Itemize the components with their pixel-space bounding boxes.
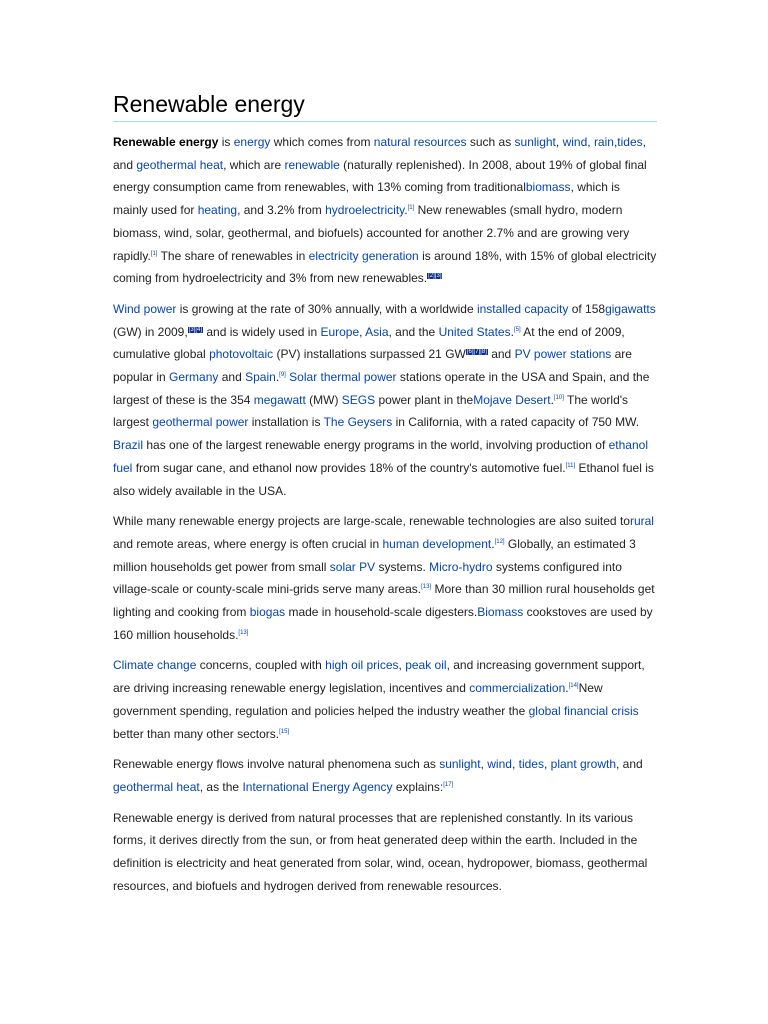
wiki-link[interactable]: Wind power bbox=[113, 301, 177, 316]
page-title: Renewable energy bbox=[113, 88, 657, 122]
wiki-link[interactable]: sunlight bbox=[514, 135, 556, 149]
citation-ref[interactable] bbox=[466, 349, 488, 355]
wiki-link[interactable]: high oil prices bbox=[325, 658, 399, 673]
wiki-link[interactable]: plant growth bbox=[550, 757, 617, 772]
paragraph: While many renewable energy projects are large-scale, renewable technologies are also suited torural and remote areas, where energy is often crucial in human development.[12] Globally, an estimated 3 million households get power from small solar PV systems. Micro-hydro systems configured into village-scale or county-scale mini-grids serve many areas.[13] More than 30 million rural households get lighting and cooking from biogas made in household-scale digesters.Biomass cookstoves are used by 160 million households.[13] bbox=[113, 514, 655, 642]
wiki-link[interactable]: Climate change bbox=[113, 658, 197, 673]
wiki-link[interactable]: The Geysers bbox=[323, 415, 393, 430]
wiki-link[interactable]: global financial crisis bbox=[528, 703, 639, 718]
citation-link[interactable]: [2][3] bbox=[428, 273, 442, 280]
citation-ref[interactable] bbox=[151, 251, 158, 257]
wiki-link[interactable]: United States bbox=[438, 324, 511, 339]
wiki-link[interactable]: SEGS bbox=[341, 392, 376, 407]
paragraph: Renewable energy is energy which comes from natural resources such as sunlight, wind, rain,tides, and geothermal heat, which are renewable (naturally replenished). In 2008, about 19% of global final energy consumption came from renewables, with 13% coming from traditionalbiomass, which is mainly used for heating, and 3.2% from hydroelectricity.[1] New renewables (small hydro, modern biomass, wind, solar, geothermal, and biofuels) accounted for another 2.7% and are growing very rapidly.[1] The share of renewables in electricity generation is around 18%, with 15% of global electricity coming from hydroelectricity and 3% from new renewables.[2][3] bbox=[113, 135, 657, 286]
wiki-link[interactable]: Mojave Desert bbox=[473, 392, 551, 407]
citation-ref[interactable] bbox=[279, 372, 286, 378]
citation-link[interactable]: [9] bbox=[279, 372, 286, 379]
wiki-link[interactable]: biogas bbox=[249, 605, 286, 620]
wiki-link[interactable]: International Energy Agency bbox=[242, 779, 393, 794]
wiki-link[interactable]: hydroelectricity bbox=[325, 203, 405, 218]
wiki-link[interactable]: electricity generation bbox=[308, 248, 419, 263]
wiki-link[interactable]: Asia bbox=[365, 324, 389, 339]
citation-ref[interactable] bbox=[279, 729, 289, 735]
wiki-link[interactable]: geothermal power bbox=[152, 415, 249, 430]
article-body bbox=[113, 131, 657, 898]
wiki-link[interactable]: heating bbox=[197, 203, 238, 218]
wiki-link[interactable]: Solar thermal power bbox=[289, 370, 397, 385]
wiki-link[interactable]: ethanol fuel bbox=[113, 438, 648, 475]
wiki-link[interactable]: Micro-hydro bbox=[429, 559, 493, 574]
wiki-link[interactable]: Germany bbox=[169, 370, 219, 385]
paragraph: Renewable energy flows involve natural phenomena such as sunlight, wind, tides, plant growth, and geothermal heat, as the International Energy Agency explains:[17] bbox=[113, 757, 643, 794]
wiki-link[interactable]: peak oil bbox=[405, 658, 447, 673]
wiki-link[interactable]: rain bbox=[593, 135, 614, 149]
wiki-link[interactable]: biomass bbox=[525, 180, 571, 195]
citation-ref[interactable] bbox=[427, 273, 442, 279]
citation-link[interactable]: [10] bbox=[553, 394, 564, 401]
citation-link[interactable]: [15] bbox=[279, 728, 290, 735]
citation-ref[interactable] bbox=[443, 782, 453, 788]
wiki-link[interactable]: megawatt bbox=[253, 392, 306, 407]
wiki-link[interactable]: installed capacity bbox=[476, 301, 569, 316]
citation-link[interactable]: [13] bbox=[421, 584, 432, 591]
wiki-link[interactable]: tides bbox=[617, 135, 643, 149]
citation-ref[interactable] bbox=[566, 463, 576, 469]
citation-link[interactable]: [14] bbox=[568, 683, 579, 690]
wiki-link[interactable]: PV power stations bbox=[514, 347, 612, 362]
wiki-link[interactable]: sunlight bbox=[439, 757, 481, 772]
bold-term: Renewable energy bbox=[113, 135, 219, 149]
citation-ref[interactable] bbox=[554, 395, 564, 401]
citation-link[interactable]: [11] bbox=[565, 462, 576, 469]
wiki-link[interactable]: geothermal heat bbox=[136, 157, 224, 172]
wiki-link[interactable]: gigawatts bbox=[605, 301, 656, 316]
citation-link[interactable]: [1] bbox=[150, 250, 158, 257]
wiki-link[interactable]: rural bbox=[629, 514, 654, 529]
wiki-link[interactable]: energy bbox=[233, 135, 271, 149]
wiki-link[interactable]: renewable bbox=[284, 157, 340, 172]
wiki-link[interactable]: solar PV bbox=[329, 559, 376, 574]
wiki-link[interactable]: Brazil bbox=[113, 438, 144, 453]
wiki-link[interactable]: geothermal heat bbox=[113, 779, 200, 794]
citation-link[interactable]: [17] bbox=[443, 781, 454, 788]
wiki-link[interactable]: natural resources bbox=[373, 135, 467, 149]
wiki-link[interactable]: photovoltaic bbox=[209, 347, 274, 362]
article-content bbox=[113, 88, 657, 906]
wiki-link[interactable]: tides bbox=[518, 757, 544, 772]
wiki-link[interactable]: Biomass bbox=[477, 605, 524, 620]
citation-ref[interactable] bbox=[514, 327, 521, 333]
wiki-link[interactable]: wind bbox=[562, 135, 588, 149]
paragraph: Wind power is growing at the rate of 30% annually, with a worldwide installed capacity of 158gigawatts (GW) in 2009,[3][4] and is widely used in Europe, Asia, and the United States.[5] At the end of 2009, cumulative global photovoltaic (PV) installations surpassed 21 GW[6][7][8] and PV power stations are popular in Germany and Spain.[9] Solar thermal power stations operate in the USA and Spain, and the largest of these is the 354 megawatt (MW) SEGS power plant in theMojave Desert.[10] The world's largest geothermal power installation is The Geysers in California, with a rated capacity of 750 MW. Brazil has one of the largest renewable energy programs in the world, involving production of ethanol fuel from sugar cane, and ethanol now provides 18% of the country's automotive fuel.[11] Ethanol fuel is also widely available in the USA. bbox=[113, 301, 656, 498]
citation-ref[interactable] bbox=[408, 205, 415, 211]
paragraph: Renewable energy is derived from natural processes that are replenished constantly. In its various forms, it derives directly from the sun, or from heat generated deep within the earth. Included in the definition is electricity and heat generated from solar, wind, ocean, hydropower, biomass, geothermal resources, and biofuels and hydrogen derived from renewable resources. bbox=[113, 810, 648, 893]
citation-ref[interactable] bbox=[569, 683, 579, 689]
wiki-link[interactable]: wind bbox=[487, 757, 512, 772]
wiki-link[interactable]: commercialization bbox=[469, 681, 566, 696]
citation-link[interactable]: [3][4] bbox=[188, 326, 203, 333]
citation-ref[interactable] bbox=[495, 539, 505, 545]
citation-ref[interactable] bbox=[238, 630, 248, 636]
wiki-link[interactable]: Spain bbox=[245, 370, 276, 385]
citation-link[interactable]: [5] bbox=[513, 326, 521, 333]
paragraph: Climate change concerns, coupled with high oil prices, peak oil, and increasing government support, are driving increasing renewable energy legislation, incentives and commercialization.[14]New government spending, regulation and policies helped the industry weather the global financial crisis better than many other sectors.[15] bbox=[113, 658, 645, 741]
citation-link[interactable]: [13] bbox=[238, 629, 249, 636]
citation-link[interactable]: [12] bbox=[494, 538, 505, 545]
citation-link[interactable]: [1] bbox=[407, 205, 415, 212]
citation-ref[interactable] bbox=[421, 584, 431, 590]
wiki-link[interactable]: Europe bbox=[320, 324, 360, 339]
citation-ref[interactable] bbox=[188, 327, 203, 333]
citation-link[interactable]: [6][7][8] bbox=[466, 349, 487, 356]
wiki-link[interactable]: human development bbox=[382, 536, 492, 551]
